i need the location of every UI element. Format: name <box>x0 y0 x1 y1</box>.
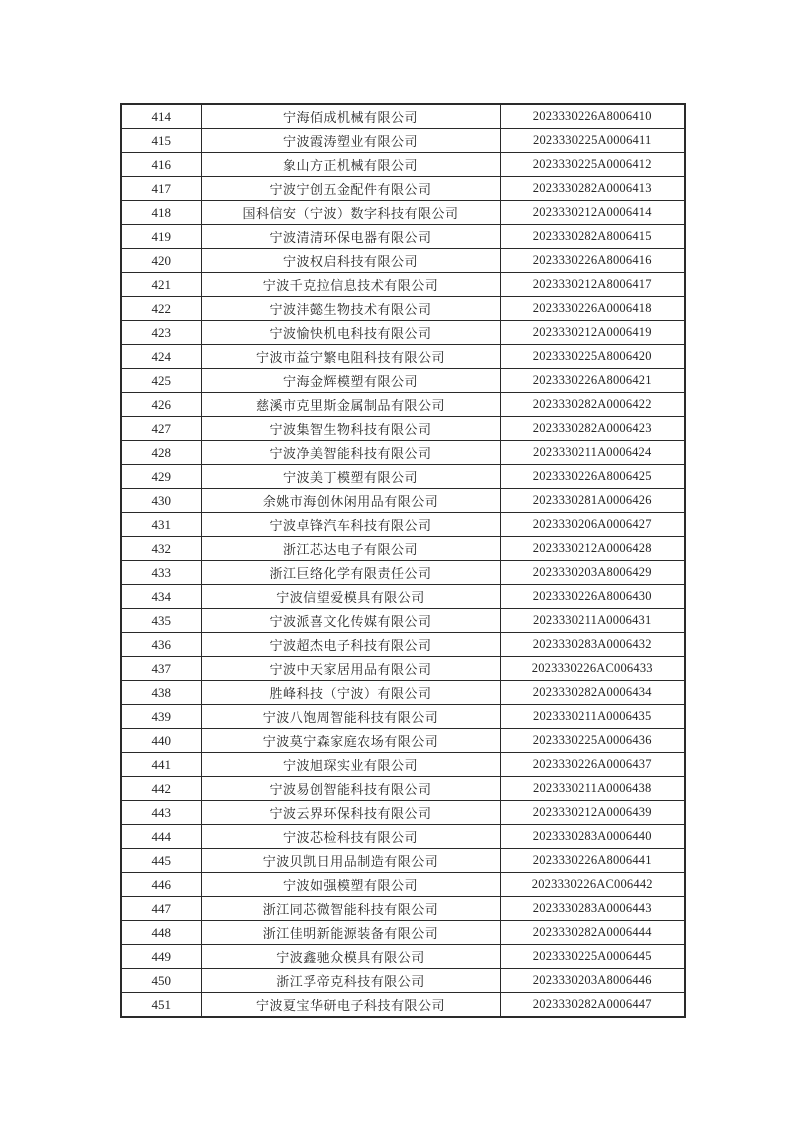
registration-code-cell: 2023330226A8006410 <box>500 104 685 129</box>
company-name-cell: 宁海佰成机械有限公司 <box>201 104 500 129</box>
row-index-cell: 442 <box>121 777 201 801</box>
row-index-cell: 446 <box>121 873 201 897</box>
registration-code-cell: 2023330226A8006425 <box>500 465 685 489</box>
table-row <box>121 777 685 801</box>
row-index-cell: 449 <box>121 945 201 969</box>
company-name-cell: 宁波愉快机电科技有限公司 <box>201 321 500 345</box>
row-index-cell: 441 <box>121 753 201 777</box>
row-index-cell: 416 <box>121 153 201 177</box>
row-index-cell: 417 <box>121 177 201 201</box>
table-row <box>121 104 685 129</box>
table-row <box>121 129 685 153</box>
row-index-cell: 447 <box>121 897 201 921</box>
row-index-cell: 428 <box>121 441 201 465</box>
company-name-cell: 浙江巨络化学有限责任公司 <box>201 561 500 585</box>
table-row <box>121 969 685 993</box>
row-index-cell: 431 <box>121 513 201 537</box>
company-name-cell: 浙江同芯微智能科技有限公司 <box>201 897 500 921</box>
table-row <box>121 537 685 561</box>
table-row <box>121 489 685 513</box>
company-name-cell: 宁波霞涛塑业有限公司 <box>201 129 500 153</box>
registration-code-cell: 2023330226A8006441 <box>500 849 685 873</box>
row-index-cell: 440 <box>121 729 201 753</box>
company-name-cell: 宁波莫宁森家庭农场有限公司 <box>201 729 500 753</box>
company-name-cell: 宁波云界环保科技有限公司 <box>201 801 500 825</box>
table-row <box>121 609 685 633</box>
registration-code-cell: 2023330226A8006430 <box>500 585 685 609</box>
company-name-cell: 宁波沣懿生物技术有限公司 <box>201 297 500 321</box>
company-name-cell: 宁波市益宁繁电阻科技有限公司 <box>201 345 500 369</box>
company-name-cell: 余姚市海创休闲用品有限公司 <box>201 489 500 513</box>
table-row <box>121 249 685 273</box>
row-index-cell: 426 <box>121 393 201 417</box>
row-index-cell: 430 <box>121 489 201 513</box>
company-name-cell: 宁波权启科技有限公司 <box>201 249 500 273</box>
company-name-cell: 宁波净美智能科技有限公司 <box>201 441 500 465</box>
company-name-cell: 国科信安（宁波）数字科技有限公司 <box>201 201 500 225</box>
registration-code-cell: 2023330283A0006432 <box>500 633 685 657</box>
row-index-cell: 435 <box>121 609 201 633</box>
row-index-cell: 432 <box>121 537 201 561</box>
registration-code-cell: 2023330211A0006424 <box>500 441 685 465</box>
table-row <box>121 681 685 705</box>
row-index-cell: 439 <box>121 705 201 729</box>
row-index-cell: 424 <box>121 345 201 369</box>
row-index-cell: 436 <box>121 633 201 657</box>
table-row <box>121 825 685 849</box>
company-name-cell: 宁波超杰电子科技有限公司 <box>201 633 500 657</box>
row-index-cell: 445 <box>121 849 201 873</box>
row-index-cell: 422 <box>121 297 201 321</box>
registration-code-cell: 2023330212A0006414 <box>500 201 685 225</box>
company-name-cell: 宁波宁创五金配件有限公司 <box>201 177 500 201</box>
registration-code-cell: 2023330211A0006438 <box>500 777 685 801</box>
company-name-cell: 宁波易创智能科技有限公司 <box>201 777 500 801</box>
row-index-cell: 443 <box>121 801 201 825</box>
row-index-cell: 425 <box>121 369 201 393</box>
table-row <box>121 657 685 681</box>
registration-code-cell: 2023330226AC006433 <box>500 657 685 681</box>
table-row <box>121 201 685 225</box>
row-index-cell: 421 <box>121 273 201 297</box>
row-index-cell: 427 <box>121 417 201 441</box>
table-row <box>121 801 685 825</box>
row-index-cell: 444 <box>121 825 201 849</box>
registration-code-cell: 2023330225A0006412 <box>500 153 685 177</box>
company-name-cell: 宁波芯检科技有限公司 <box>201 825 500 849</box>
company-name-cell: 宁波卓锋汽车科技有限公司 <box>201 513 500 537</box>
row-index-cell: 429 <box>121 465 201 489</box>
company-name-cell: 宁波旭琛实业有限公司 <box>201 753 500 777</box>
row-index-cell: 451 <box>121 993 201 1018</box>
company-name-cell: 象山方正机械有限公司 <box>201 153 500 177</box>
row-index-cell: 448 <box>121 921 201 945</box>
row-index-cell: 418 <box>121 201 201 225</box>
table-row <box>121 753 685 777</box>
table-row <box>121 849 685 873</box>
company-name-cell: 宁波中天家居用品有限公司 <box>201 657 500 681</box>
registration-code-cell: 2023330282A0006447 <box>500 993 685 1018</box>
registration-code-cell: 2023330211A0006435 <box>500 705 685 729</box>
registration-code-cell: 2023330226A0006437 <box>500 753 685 777</box>
company-name-cell: 宁波清清环保电器有限公司 <box>201 225 500 249</box>
company-name-cell: 宁波信望爱模具有限公司 <box>201 585 500 609</box>
table-row <box>121 177 685 201</box>
row-index-cell: 450 <box>121 969 201 993</box>
table-row <box>121 729 685 753</box>
registration-code-cell: 2023330282A0006423 <box>500 417 685 441</box>
registration-code-cell: 2023330225A8006420 <box>500 345 685 369</box>
registration-code-cell: 2023330212A8006417 <box>500 273 685 297</box>
table-row <box>121 369 685 393</box>
registration-code-cell: 2023330226A8006416 <box>500 249 685 273</box>
company-name-cell: 宁波八饱周智能科技有限公司 <box>201 705 500 729</box>
company-name-cell: 宁波美丁模塑有限公司 <box>201 465 500 489</box>
company-name-cell: 浙江芯达电子有限公司 <box>201 537 500 561</box>
table-row <box>121 321 685 345</box>
registration-code-cell: 2023330206A0006427 <box>500 513 685 537</box>
row-index-cell: 414 <box>121 104 201 129</box>
table-row <box>121 585 685 609</box>
registration-code-cell: 2023330225A0006411 <box>500 129 685 153</box>
company-name-cell: 宁波贝凯日用品制造有限公司 <box>201 849 500 873</box>
registration-code-cell: 2023330282A0006444 <box>500 921 685 945</box>
table-row <box>121 465 685 489</box>
registration-code-cell: 2023330226A8006421 <box>500 369 685 393</box>
row-index-cell: 433 <box>121 561 201 585</box>
registration-code-cell: 2023330282A0006434 <box>500 681 685 705</box>
registration-code-cell: 2023330282A8006415 <box>500 225 685 249</box>
table-row <box>121 297 685 321</box>
row-index-cell: 420 <box>121 249 201 273</box>
registration-code-cell: 2023330211A0006431 <box>500 609 685 633</box>
registration-code-cell: 2023330226AC006442 <box>500 873 685 897</box>
table-row <box>121 921 685 945</box>
table-row <box>121 561 685 585</box>
registration-code-cell: 2023330282A0006422 <box>500 393 685 417</box>
company-name-cell: 浙江孚帝克科技有限公司 <box>201 969 500 993</box>
table-row <box>121 705 685 729</box>
table-body <box>121 104 685 1017</box>
row-index-cell: 419 <box>121 225 201 249</box>
company-name-cell: 宁波如强模塑有限公司 <box>201 873 500 897</box>
row-index-cell: 423 <box>121 321 201 345</box>
registration-code-cell: 2023330203A8006446 <box>500 969 685 993</box>
company-name-cell: 宁波派喜文化传媒有限公司 <box>201 609 500 633</box>
table-row <box>121 153 685 177</box>
registration-code-cell: 2023330225A0006436 <box>500 729 685 753</box>
table-row <box>121 345 685 369</box>
table-row <box>121 417 685 441</box>
company-name-cell: 宁波千克拉信息技术有限公司 <box>201 273 500 297</box>
registration-code-cell: 2023330203A8006429 <box>500 561 685 585</box>
registration-code-cell: 2023330226A0006418 <box>500 297 685 321</box>
company-name-cell: 宁波集智生物科技有限公司 <box>201 417 500 441</box>
table-row <box>121 945 685 969</box>
row-index-cell: 438 <box>121 681 201 705</box>
row-index-cell: 434 <box>121 585 201 609</box>
table-row <box>121 993 685 1018</box>
registration-code-cell: 2023330281A0006426 <box>500 489 685 513</box>
row-index-cell: 415 <box>121 129 201 153</box>
table-row <box>121 873 685 897</box>
registration-code-cell: 2023330283A0006443 <box>500 897 685 921</box>
table-row <box>121 441 685 465</box>
company-name-cell: 宁海金辉模塑有限公司 <box>201 369 500 393</box>
table-row <box>121 393 685 417</box>
company-name-cell: 宁波鑫驰众模具有限公司 <box>201 945 500 969</box>
table-row <box>121 897 685 921</box>
row-index-cell: 437 <box>121 657 201 681</box>
registration-code-cell: 2023330225A0006445 <box>500 945 685 969</box>
table-row <box>121 225 685 249</box>
registration-code-cell: 2023330212A0006419 <box>500 321 685 345</box>
registration-code-cell: 2023330212A0006428 <box>500 537 685 561</box>
company-name-cell: 慈溪市克里斯金属制品有限公司 <box>201 393 500 417</box>
company-name-cell: 胜峰科技（宁波）有限公司 <box>201 681 500 705</box>
table-row <box>121 513 685 537</box>
registration-code-cell: 2023330282A0006413 <box>500 177 685 201</box>
company-name-cell: 宁波夏宝华研电子科技有限公司 <box>201 993 500 1018</box>
table-row <box>121 633 685 657</box>
table-row <box>121 273 685 297</box>
company-name-cell: 浙江佳明新能源装备有限公司 <box>201 921 500 945</box>
registration-code-cell: 2023330212A0006439 <box>500 801 685 825</box>
registration-code-cell: 2023330283A0006440 <box>500 825 685 849</box>
company-registry-table <box>120 103 686 1018</box>
